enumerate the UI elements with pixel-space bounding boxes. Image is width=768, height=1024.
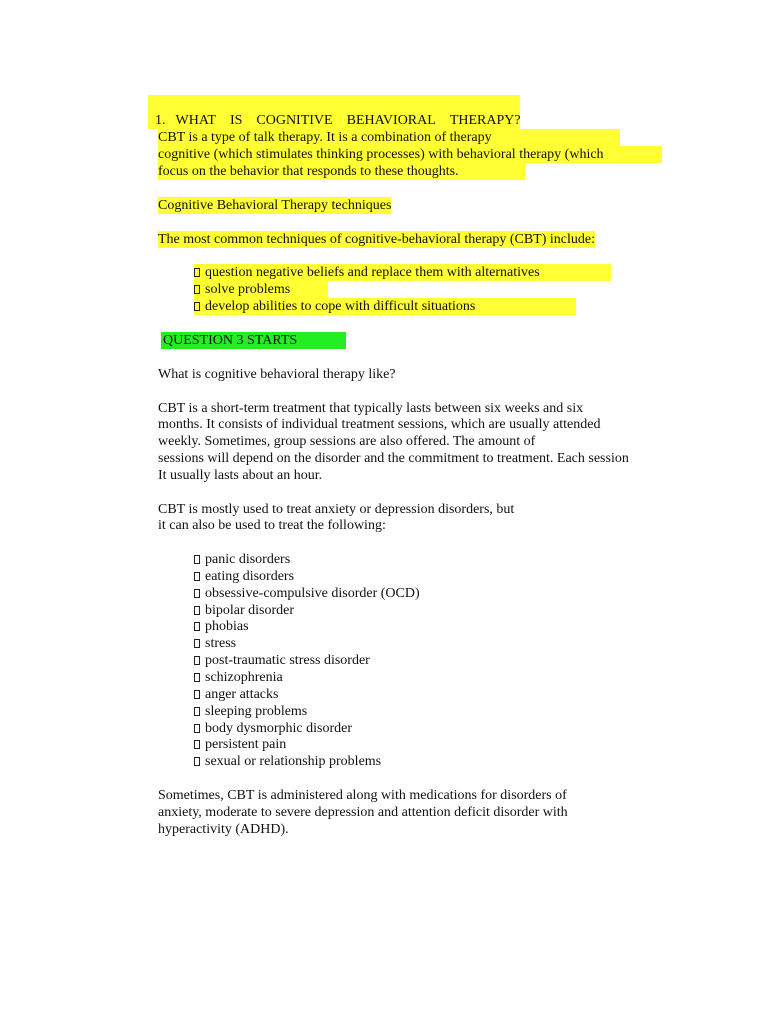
bullet-box-icon [194, 555, 200, 564]
paragraph-line: anxiety, moderate to severe depression and attention deficit disorder with [158, 805, 568, 820]
bullet-box-icon [194, 589, 200, 598]
paragraph-line: Sometimes, CBT is administered along with medications for disorders of [158, 788, 567, 803]
list-item [194, 264, 611, 281]
heading-word: BEHAVIORAL [346, 113, 436, 128]
bullet-box-icon [194, 302, 200, 311]
list-item [194, 736, 286, 753]
bullet-box-icon [194, 622, 200, 631]
section-heading [148, 95, 520, 129]
list-item-text: stress [205, 636, 237, 652]
list-item-text: phobias [205, 619, 249, 635]
bullet-box-icon [194, 740, 200, 749]
list-item [194, 281, 328, 298]
bullet-box-icon [194, 606, 200, 615]
paragraph-line: CBT is a short-term treatment that typically lasts between six weeks and six [158, 401, 584, 416]
list-item [194, 753, 381, 770]
list-item-text: schizophrenia [205, 669, 283, 685]
heading-word: IS [229, 113, 243, 128]
paragraph-line: sessions will depend on the disorder and the commitment to treatment. Each session [158, 451, 629, 466]
list-item-text: solve problems [205, 282, 291, 297]
techniques-title: Cognitive Behavioral Therapy techniques [158, 198, 392, 213]
paragraph-line: It usually lasts about an hour. [158, 468, 323, 483]
intro-line: CBT is a type of talk therapy. It is a combination of therapy [158, 129, 620, 146]
list-item [194, 652, 370, 669]
list-item [194, 703, 307, 720]
list-item [194, 635, 236, 652]
list-item-text: panic disorders [205, 552, 291, 567]
intro-line: focus on the behavior that responds to these thoughts. [158, 163, 525, 180]
paragraph-line: weekly. Sometimes, group sessions are also offered. The amount of [158, 434, 536, 449]
bullet-box-icon [194, 690, 200, 699]
paragraph-line: months. It consists of individual treatment sessions, which are usually attended [158, 417, 601, 432]
list-item [194, 618, 249, 635]
list-item [194, 568, 294, 585]
list-item [194, 602, 294, 619]
subheading: What is cognitive behavioral therapy like? [158, 367, 396, 382]
bullet-box-icon [194, 656, 200, 665]
bullet-box-icon [194, 673, 200, 682]
list-item-text: anger attacks [205, 686, 279, 702]
bullet-box-icon [194, 268, 200, 277]
techniques-lead: The most common techniques of cognitive-behavioral therapy (CBT) include: [158, 232, 595, 247]
paragraph-line: it can also be used to treat the following: [158, 518, 386, 533]
list-item-text: eating disorders [205, 568, 295, 584]
list-item-text: develop abilities to cope with difficult situations [205, 299, 476, 314]
list-item-text: sleeping problems [205, 703, 308, 719]
list-item [194, 720, 352, 737]
list-item [194, 298, 576, 315]
paragraph-line: CBT is mostly used to treat anxiety or depression disorders, but [158, 502, 515, 517]
paragraph-line: hyperactivity (ADHD). [158, 822, 289, 837]
list-item-text: post-traumatic stress disorder [205, 653, 370, 669]
heading-number: 1. [155, 113, 166, 128]
bullet-box-icon [194, 639, 200, 648]
list-item-text: body dysmorphic disorder [205, 720, 352, 736]
list-item-text: question negative beliefs and replace them with alternatives [205, 265, 540, 280]
bullet-box-icon [194, 757, 200, 766]
heading-word: WHAT [175, 113, 216, 128]
heading-word: COGNITIVE [256, 113, 333, 128]
intro-line: cognitive (which stimulates thinking processes) with behavioral therapy (which [158, 146, 662, 163]
list-item [194, 585, 420, 602]
list-item-text: sexual or relationship problems [205, 754, 382, 770]
bullet-box-icon [194, 285, 200, 294]
list-item [194, 669, 283, 686]
bullet-box-icon [194, 724, 200, 733]
list-item-text: obsessive-compulsive disorder (OCD) [205, 585, 420, 601]
question-marker: QUESTION 3 STARTS [161, 332, 346, 349]
bullet-box-icon [194, 572, 200, 581]
list-item-text: bipolar disorder [205, 602, 295, 618]
list-item-text: persistent pain [205, 737, 287, 753]
heading-word: THERAPY? [449, 113, 521, 128]
list-item [194, 686, 278, 703]
bullet-box-icon [194, 707, 200, 716]
list-item [194, 551, 290, 568]
